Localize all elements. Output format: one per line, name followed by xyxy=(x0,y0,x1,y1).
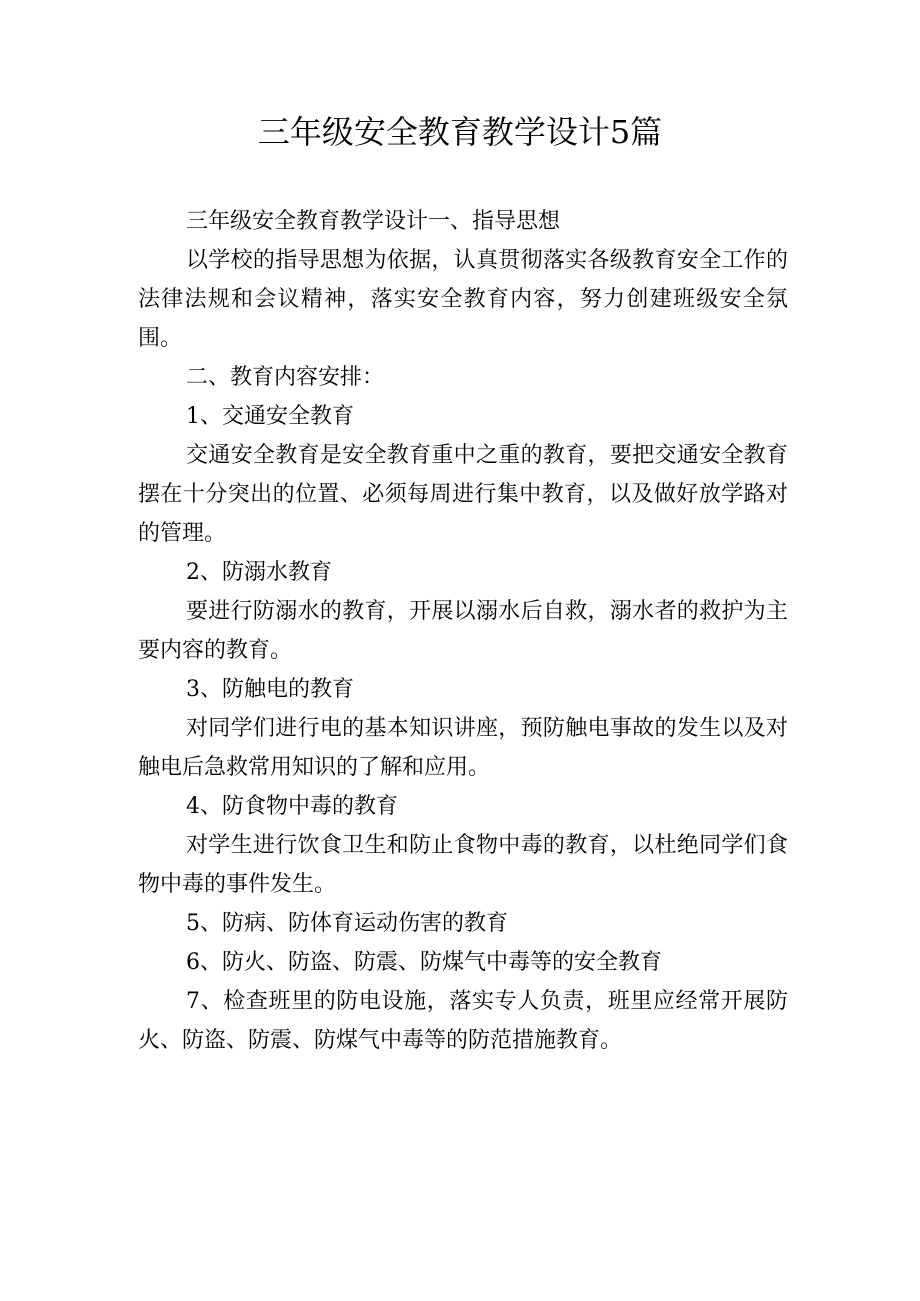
paragraph-12: 5、防病、防体育运动伤害的教育 xyxy=(186,911,508,936)
document-title: 三年级安全教育教学设计5篇 xyxy=(257,113,663,151)
paragraph-10: 4、防食物中毒的教育 xyxy=(186,794,398,819)
paragraph-1: 三年级安全教育教学设计一、指导思想 xyxy=(186,209,561,234)
paragraph-8: 3、防触电的教育 xyxy=(186,677,354,702)
paragraph-7: 要进行防溺水的教育，开展以溺水后自救，溺水者的救护为主要内容的教育。 xyxy=(138,599,788,663)
paragraph-3: 二、教育内容安排： xyxy=(186,365,385,390)
paragraph-2: 以学校的指导思想为依据，认真贯彻落实各级教育安全工作的法律法规和会议精神，落实安全教育内容，努力创建班级安全氛围。 xyxy=(138,248,788,351)
paragraph-11: 对学生进行饮食卫生和防止食物中毒的教育，以杜绝同学们食物中毒的事件发生。 xyxy=(138,833,788,897)
paragraph-5: 交通安全教育是安全教育重中之重的教育，要把交通安全教育摆在十分突出的位置、必须每周进行集中教育，以及做好放学路对的管理。 xyxy=(138,443,788,546)
paragraph-13: 6、防火、防盗、防震、防煤气中毒等的安全教育 xyxy=(186,950,662,975)
paragraph-4: 1、交通安全教育 xyxy=(186,404,354,429)
paragraph-14: 7、检查班里的防电设施，落实专人负责，班里应经常开展防火、防盗、防震、防煤气中毒等的防范措施教育。 xyxy=(138,989,788,1053)
paragraph-6: 2、防溺水教育 xyxy=(186,560,332,585)
paragraph-9: 对同学们进行电的基本知识讲座，预防触电事故的发生以及对触电后急救常用知识的了解和应用。 xyxy=(138,716,788,780)
document-body xyxy=(138,202,788,1060)
